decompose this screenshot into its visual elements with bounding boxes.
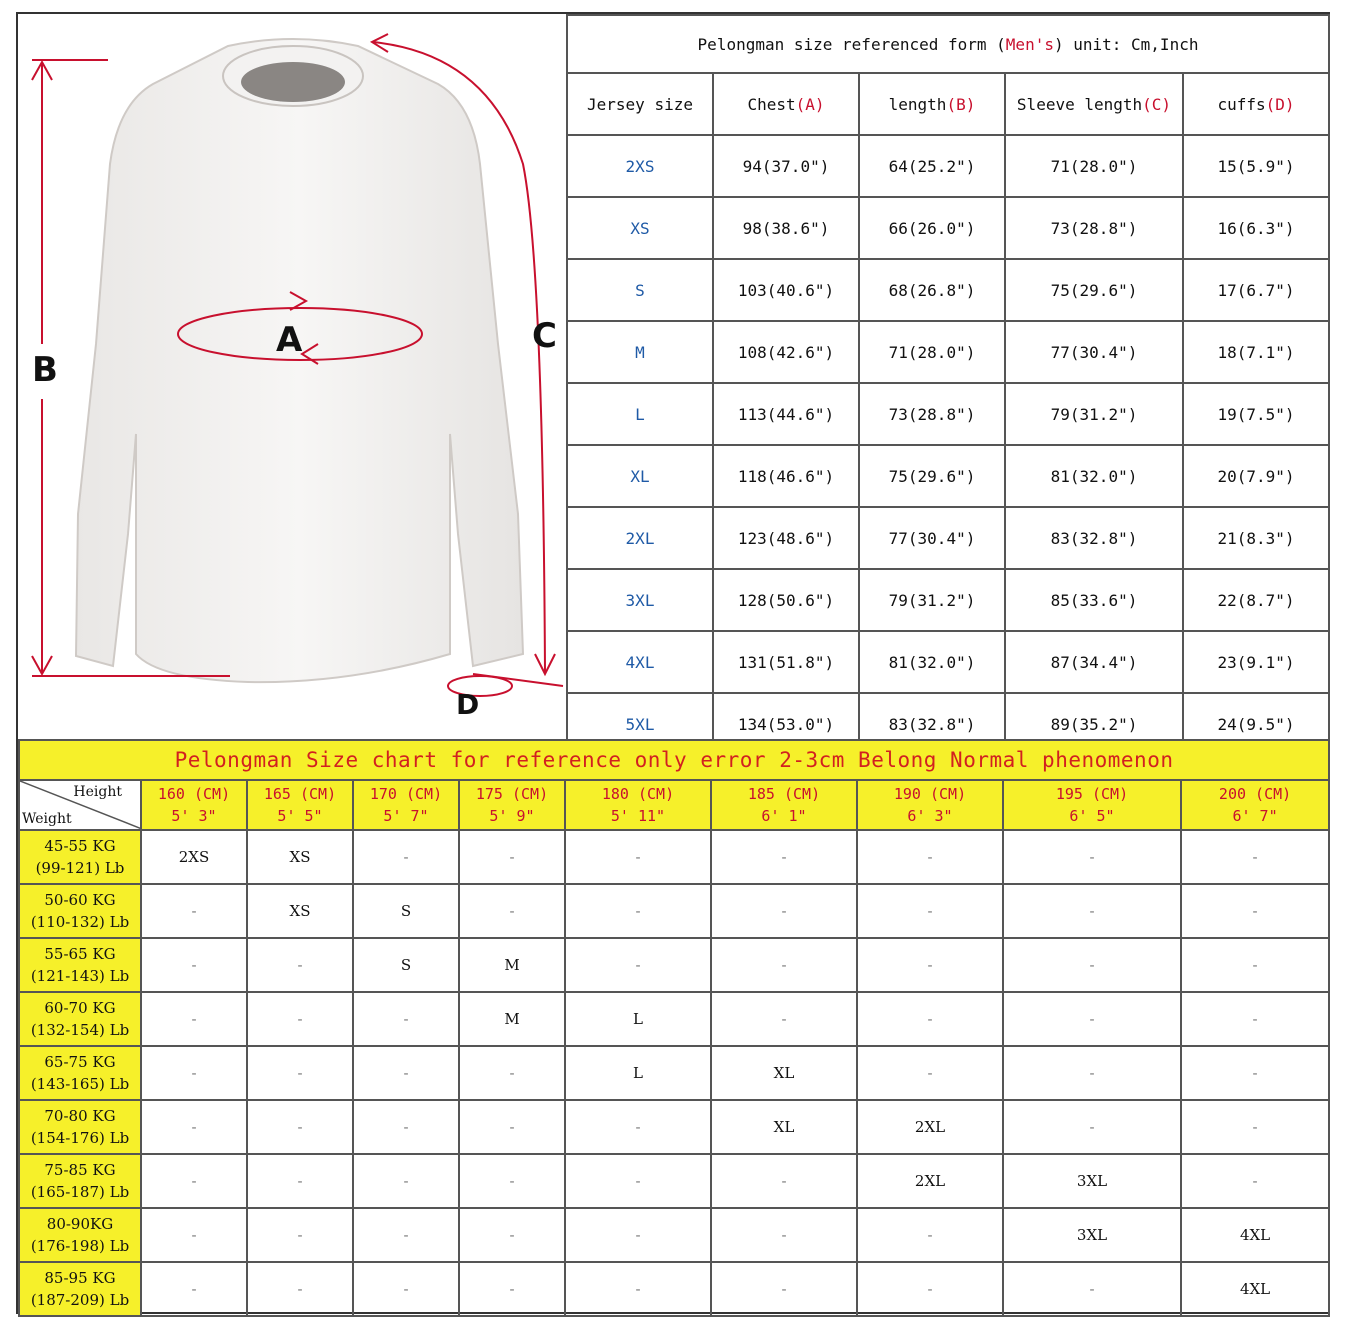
recommended-size-cell: -: [141, 938, 247, 992]
header-jersey-size: Jersey size: [567, 73, 713, 135]
weight-cell: [19, 992, 141, 1046]
recommended-size-cell: -: [459, 1208, 565, 1262]
weight-lb: (143-165) Lb: [30, 1075, 130, 1093]
size-cell-length: 79(31.2"): [859, 569, 1005, 631]
recommended-size-cell: L: [565, 992, 711, 1046]
recommended-size-cell: -: [565, 1208, 711, 1262]
size-cell-length: 75(29.6"): [859, 445, 1005, 507]
recommended-size-cell: M: [459, 992, 565, 1046]
height-ft: 5' 7": [383, 807, 429, 825]
size-cell-sleeve: 73(28.8"): [1005, 197, 1183, 259]
weight-cell: [19, 1262, 141, 1316]
height-weight-chart: [18, 739, 1328, 1317]
recommended-size-cell: -: [141, 1100, 247, 1154]
weight-kg: 80-90KG: [46, 1215, 114, 1233]
size-row: [567, 631, 1329, 693]
weight-lb: (110-132) Lb: [30, 913, 130, 931]
recommended-size-cell: -: [1181, 884, 1329, 938]
height-header-cell: [857, 780, 1003, 830]
size-cell-cuffs: 23(9.1"): [1183, 631, 1329, 693]
weight-row: [19, 1100, 1329, 1154]
size-cell-size: 4XL: [567, 631, 713, 693]
recommended-size-cell: -: [459, 1046, 565, 1100]
height-ft: 6' 3": [907, 807, 953, 825]
dimension-label-b: B: [32, 350, 58, 390]
shirt-illustration: [18, 14, 566, 739]
dimension-label-c: C: [532, 316, 557, 356]
recommended-size-cell: -: [459, 1262, 565, 1316]
size-cell-size: 2XL: [567, 507, 713, 569]
recommended-size-cell: -: [565, 1154, 711, 1208]
size-cell-sleeve: 75(29.6"): [1005, 259, 1183, 321]
size-chart-sheet: [16, 12, 1330, 1314]
recommended-size-cell: -: [1181, 1100, 1329, 1154]
recommended-size-cell: -: [565, 884, 711, 938]
recommended-size-cell: -: [247, 1046, 353, 1100]
recommended-size-cell: -: [247, 1262, 353, 1316]
recommended-size-cell: -: [711, 1262, 857, 1316]
weight-row: [19, 830, 1329, 884]
recommended-size-cell: -: [1003, 1262, 1181, 1316]
size-cell-length: 71(28.0"): [859, 321, 1005, 383]
size-row: [567, 507, 1329, 569]
recommended-size-cell: -: [711, 830, 857, 884]
size-cell-size: XS: [567, 197, 713, 259]
recommended-size-cell: 2XL: [857, 1100, 1003, 1154]
recommended-size-cell: -: [565, 1262, 711, 1316]
size-row: [567, 197, 1329, 259]
height-header-cell: [141, 780, 247, 830]
recommended-size-cell: -: [353, 1100, 459, 1154]
size-cell-cuffs: 20(7.9"): [1183, 445, 1329, 507]
recommended-size-cell: -: [141, 1154, 247, 1208]
recommended-size-cell: -: [1003, 938, 1181, 992]
height-ft: 6' 7": [1232, 807, 1278, 825]
height-header-cell: [353, 780, 459, 830]
weight-kg: 65-75 KG: [44, 1053, 116, 1071]
size-cell-size: 5XL: [567, 693, 713, 755]
weight-lb: (176-198) Lb: [30, 1237, 130, 1255]
size-cell-length: 68(26.8"): [859, 259, 1005, 321]
recommended-size-cell: -: [247, 1208, 353, 1262]
height-cm: 200 (CM): [1218, 785, 1292, 803]
size-cell-sleeve: 85(33.6"): [1005, 569, 1183, 631]
recommended-size-cell: S: [353, 884, 459, 938]
size-cell-cuffs: 21(8.3"): [1183, 507, 1329, 569]
height-header-cell: [711, 780, 857, 830]
size-cell-cuffs: 22(8.7"): [1183, 569, 1329, 631]
recommended-size-cell: -: [141, 884, 247, 938]
recommended-size-cell: XL: [711, 1046, 857, 1100]
recommended-size-cell: -: [711, 992, 857, 1046]
height-cm: 180 (CM): [601, 785, 675, 803]
recommended-size-cell: -: [857, 830, 1003, 884]
weight-kg: 70-80 KG: [44, 1107, 116, 1125]
size-cell-chest: 128(50.6"): [713, 569, 859, 631]
size-cell-sleeve: 89(35.2"): [1005, 693, 1183, 755]
recommended-size-cell: -: [141, 1262, 247, 1316]
size-cell-cuffs: 24(9.5"): [1183, 693, 1329, 755]
weight-cell: [19, 1208, 141, 1262]
height-ft: 5' 3": [171, 807, 217, 825]
recommended-size-cell: -: [711, 1208, 857, 1262]
size-row: [567, 259, 1329, 321]
weight-row: [19, 992, 1329, 1046]
size-cell-length: 64(25.2"): [859, 135, 1005, 197]
size-cell-chest: 103(40.6"): [713, 259, 859, 321]
weight-lb: (187-209) Lb: [30, 1291, 130, 1309]
recommended-size-cell: -: [1003, 884, 1181, 938]
recommended-size-cell: -: [353, 992, 459, 1046]
recommended-size-cell: -: [565, 830, 711, 884]
recommended-size-cell: -: [1003, 830, 1181, 884]
size-cell-length: 83(32.8"): [859, 693, 1005, 755]
size-cell-size: S: [567, 259, 713, 321]
weight-lb: (165-187) Lb: [30, 1183, 130, 1201]
height-cm: 195 (CM): [1055, 785, 1129, 803]
header-length: length(B): [859, 73, 1005, 135]
recommended-size-cell: -: [353, 1208, 459, 1262]
size-cell-size: M: [567, 321, 713, 383]
size-cell-sleeve: 87(34.4"): [1005, 631, 1183, 693]
weight-row: [19, 1046, 1329, 1100]
size-cell-length: 77(30.4"): [859, 507, 1005, 569]
weight-lb: (132-154) Lb: [30, 1021, 130, 1039]
recommended-size-cell: 3XL: [1003, 1208, 1181, 1262]
size-cell-cuffs: 15(5.9"): [1183, 135, 1329, 197]
size-cell-sleeve: 77(30.4"): [1005, 321, 1183, 383]
recommended-size-cell: -: [857, 1262, 1003, 1316]
recommended-size-cell: XS: [247, 830, 353, 884]
weight-row: [19, 1262, 1329, 1316]
weight-kg: 60-70 KG: [44, 999, 116, 1017]
weight-kg: 45-55 KG: [44, 837, 116, 855]
weight-kg: 50-60 KG: [44, 891, 116, 909]
recommended-size-cell: -: [247, 938, 353, 992]
recommended-size-cell: 4XL: [1181, 1262, 1329, 1316]
weight-cell: [19, 1100, 141, 1154]
recommended-size-cell: -: [459, 884, 565, 938]
height-cm: 185 (CM): [747, 785, 821, 803]
size-cell-chest: 134(53.0"): [713, 693, 859, 755]
weight-lb: (121-143) Lb: [30, 967, 130, 985]
weight-row: [19, 1208, 1329, 1262]
recommended-size-cell: -: [353, 830, 459, 884]
height-cm: 170 (CM): [369, 785, 443, 803]
size-cell-chest: 108(42.6"): [713, 321, 859, 383]
height-cm: 160 (CM): [157, 785, 231, 803]
size-cell-size: 2XS: [567, 135, 713, 197]
weight-row: [19, 884, 1329, 938]
size-cell-cuffs: 16(6.3"): [1183, 197, 1329, 259]
corner-cell: [19, 780, 141, 830]
size-row: [567, 135, 1329, 197]
recommended-size-cell: S: [353, 938, 459, 992]
recommended-size-cell: -: [141, 1208, 247, 1262]
size-row: [567, 321, 1329, 383]
recommended-size-cell: -: [711, 1154, 857, 1208]
recommended-size-cell: -: [1181, 1154, 1329, 1208]
size-cell-sleeve: 79(31.2"): [1005, 383, 1183, 445]
recommended-size-cell: -: [1181, 830, 1329, 884]
size-cell-size: L: [567, 383, 713, 445]
weight-cell: [19, 1046, 141, 1100]
size-cell-chest: 113(44.6"): [713, 383, 859, 445]
size-cell-cuffs: 17(6.7"): [1183, 259, 1329, 321]
size-row: [567, 445, 1329, 507]
height-header-cell: [459, 780, 565, 830]
height-label: Height: [73, 784, 122, 800]
recommended-size-cell: -: [1181, 1046, 1329, 1100]
size-cell-sleeve: 83(32.8"): [1005, 507, 1183, 569]
height-header-row: [19, 780, 1329, 830]
size-cell-chest: 94(37.0"): [713, 135, 859, 197]
height-cm: 190 (CM): [893, 785, 967, 803]
size-measurement-table: [566, 14, 1328, 739]
size-cell-size: 3XL: [567, 569, 713, 631]
recommended-size-cell: XS: [247, 884, 353, 938]
height-header-cell: [247, 780, 353, 830]
recommended-size-cell: -: [857, 1046, 1003, 1100]
size-cell-sleeve: 81(32.0"): [1005, 445, 1183, 507]
recommended-size-cell: 4XL: [1181, 1208, 1329, 1262]
recommended-size-cell: M: [459, 938, 565, 992]
recommended-size-cell: 2XS: [141, 830, 247, 884]
weight-cell: [19, 830, 141, 884]
recommended-size-cell: 3XL: [1003, 1154, 1181, 1208]
size-cell-chest: 123(48.6"): [713, 507, 859, 569]
recommended-size-cell: -: [459, 1100, 565, 1154]
recommended-size-cell: -: [857, 992, 1003, 1046]
weight-row: [19, 938, 1329, 992]
recommended-size-cell: -: [1181, 938, 1329, 992]
recommended-size-cell: -: [1003, 1100, 1181, 1154]
recommended-size-cell: -: [141, 992, 247, 1046]
height-header-cell: [1181, 780, 1329, 830]
recommended-size-cell: -: [247, 992, 353, 1046]
recommended-size-cell: -: [1181, 992, 1329, 1046]
recommended-size-cell: -: [459, 1154, 565, 1208]
height-header-cell: [565, 780, 711, 830]
height-cm: 165 (CM): [263, 785, 337, 803]
header-chest: Chest(A): [713, 73, 859, 135]
weight-cell: [19, 884, 141, 938]
weight-lb: (99-121) Lb: [35, 859, 125, 877]
recommended-size-cell: -: [1003, 1046, 1181, 1100]
weight-row: [19, 1154, 1329, 1208]
size-cell-chest: 131(51.8"): [713, 631, 859, 693]
dimension-label-d: D: [456, 688, 480, 721]
recommended-size-cell: -: [1003, 992, 1181, 1046]
weight-kg: 75-85 KG: [44, 1161, 116, 1179]
size-cell-length: 73(28.8"): [859, 383, 1005, 445]
height-ft: 5' 9": [489, 807, 535, 825]
weight-cell: [19, 1154, 141, 1208]
height-ft: 5' 11": [610, 807, 666, 825]
weight-label: Weight: [22, 811, 72, 827]
recommended-size-cell: -: [247, 1154, 353, 1208]
size-cell-chest: 98(38.6"): [713, 197, 859, 259]
size-cell-cuffs: 19(7.5"): [1183, 383, 1329, 445]
weight-cell: [19, 938, 141, 992]
size-cell-cuffs: 18(7.1"): [1183, 321, 1329, 383]
recommended-size-cell: -: [353, 1046, 459, 1100]
size-cell-length: 81(32.0"): [859, 631, 1005, 693]
header-sleeve-length: Sleeve length(C): [1005, 73, 1183, 135]
height-header-cell: [1003, 780, 1181, 830]
weight-kg: 85-95 KG: [44, 1269, 116, 1287]
chart-title: Pelongman Size chart for reference only error 2-3cm Belong Normal phenomenon: [19, 740, 1329, 780]
weight-kg: 55-65 KG: [44, 945, 116, 963]
recommended-size-cell: -: [857, 884, 1003, 938]
recommended-size-cell: -: [247, 1100, 353, 1154]
height-ft: 6' 5": [1069, 807, 1115, 825]
size-row: [567, 383, 1329, 445]
size-cell-length: 66(26.0"): [859, 197, 1005, 259]
size-row: [567, 569, 1329, 631]
recommended-size-cell: L: [565, 1046, 711, 1100]
recommended-size-cell: -: [857, 938, 1003, 992]
size-table-header-row: [567, 73, 1329, 135]
height-ft: 6' 1": [761, 807, 807, 825]
weight-lb: (154-176) Lb: [30, 1129, 130, 1147]
shirt-drawing: [18, 14, 566, 739]
recommended-size-cell: XL: [711, 1100, 857, 1154]
header-cuffs: cuffs(D): [1183, 73, 1329, 135]
height-ft: 5' 5": [277, 807, 323, 825]
recommended-size-cell: 2XL: [857, 1154, 1003, 1208]
size-table-title: Pelongman size referenced form (Men's) unit: Cm,Inch: [567, 15, 1329, 73]
size-cell-size: XL: [567, 445, 713, 507]
recommended-size-cell: -: [353, 1154, 459, 1208]
size-cell-chest: 118(46.6"): [713, 445, 859, 507]
recommended-size-cell: -: [565, 938, 711, 992]
recommended-size-cell: -: [459, 830, 565, 884]
height-cm: 175 (CM): [475, 785, 549, 803]
recommended-size-cell: -: [711, 884, 857, 938]
recommended-size-cell: -: [711, 938, 857, 992]
recommended-size-cell: -: [141, 1046, 247, 1100]
dimension-label-a: A: [276, 320, 303, 360]
recommended-size-cell: -: [353, 1262, 459, 1316]
recommended-size-cell: -: [857, 1208, 1003, 1262]
recommended-size-cell: -: [565, 1100, 711, 1154]
size-cell-sleeve: 71(28.0"): [1005, 135, 1183, 197]
